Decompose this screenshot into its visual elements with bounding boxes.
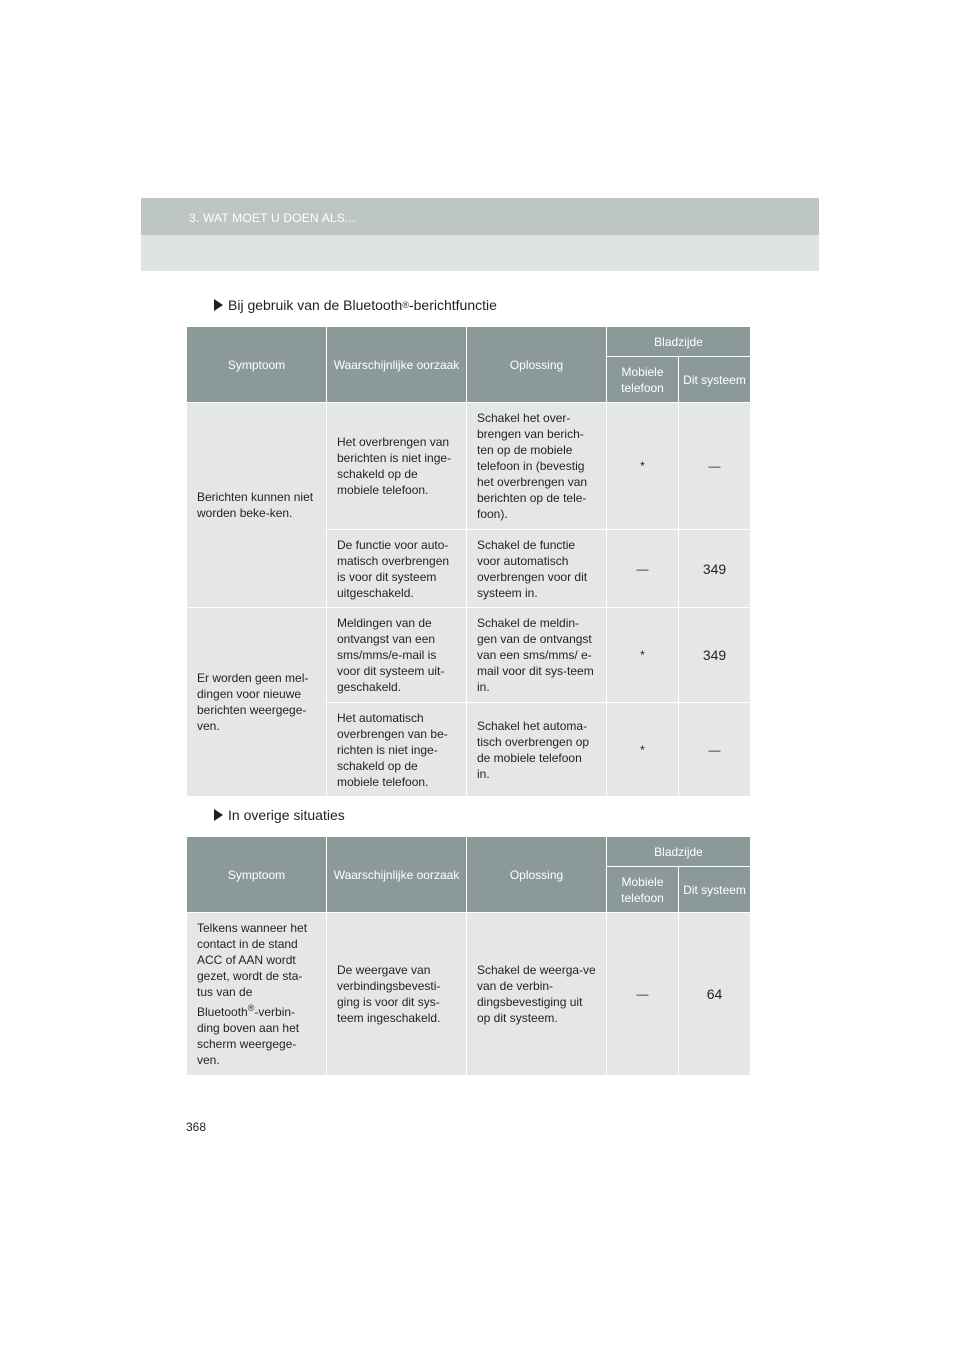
phone-page-cell: * [607,703,679,797]
header-strip [141,198,819,235]
solution-cell: Schakel de functie voor automatisch overbrengen voor dit systeem in. [467,530,607,608]
section2-title [214,807,345,823]
system-page-cell: — [679,403,751,530]
cause-cell: Meldingen van de ontvangst van een sms/mms/e-mail is voor dit systeem uit-geschakeld. [327,608,467,703]
registered-mark: ® [402,300,409,310]
cause-cell: Het automatisch overbrengen van be-richten is niet inge-schakeld op de mobiele telefoon. [327,703,467,797]
section1-title-prefix: Bij gebruik van de Bluetooth [228,297,403,313]
table-row [187,403,751,530]
symptom-cell: Er worden geen mel-dingen voor nieuwe berichten weergege-ven. [187,608,327,797]
header-system: Dit systeem [679,867,751,913]
troubleshooting-table-other [186,836,751,1076]
solution-cell: Schakel de weerga-ve van de verbin-dingsbevestiging uit op dit systeem. [467,913,607,1076]
cause-cell: De functie voor auto-matisch overbrengen is voor dit systeem uitgeschakeld. [327,530,467,608]
registered-mark: ® [247,1003,255,1013]
solution-cell: Schakel het over-brengen van berich-ten op de mobiele telefoon in (bevestig het overbrengen van berichten op de tele-foon). [467,403,607,530]
section1-title [214,297,497,313]
header-system: Dit systeem [679,357,751,403]
solution-cell: Schakel de meldin-gen van de ontvangst van een sms/mms/ e-mail voor dit sys-teem in. [467,608,607,703]
section-heading: 3. WAT MOET U DOEN ALS... [189,211,356,225]
symptom-cell [187,913,327,1076]
phone-page-cell: * [607,403,679,530]
header-page: Bladzijde [607,327,751,357]
header-symptom: Symptoom [187,837,327,913]
arrow-right-icon [214,299,223,311]
header-solution: Oplossing [467,327,607,403]
solution-cell: Schakel het automa-tisch overbrengen op de mobiele telefoon in. [467,703,607,797]
system-page-cell: 349 [679,608,751,703]
header-solution: Oplossing [467,837,607,913]
table-row [187,913,751,1076]
header-phone: Mobiele telefoon [607,357,679,403]
header-phone: Mobiele telefoon [607,867,679,913]
phone-page-cell: — [607,913,679,1076]
cause-cell: De weergave van verbindingsbevesti-ging is voor dit sys-teem ingeschakeld. [327,913,467,1076]
phone-page-cell: * [607,608,679,703]
header-page: Bladzijde [607,837,751,867]
symptom-text-prefix: Telkens wanneer het contact in de stand ACC of AAN wordt gezet, wordt de sta-tus van de Bluetooth [197,921,308,1019]
header-symptom: Symptoom [187,327,327,403]
symptom-cell: Berichten kunnen niet worden beke-ken. [187,403,327,608]
page-number: 368 [186,1120,207,1134]
cause-cell: Het overbrengen van berichten is niet inge-schakeld op de mobiele telefoon. [327,403,467,530]
table-row [187,608,751,703]
system-page-cell: 349 [679,530,751,608]
system-page-cell: 64 [679,913,751,1076]
troubleshooting-table-messages [186,326,751,797]
section2-title-text: In overige situaties [228,807,345,823]
header-cause: Waarschijnlijke oorzaak [327,837,467,913]
symptom-text-suffix: -verbin-ding boven aan het scherm weergege-ven. [197,1005,300,1067]
section1-title-suffix: -berichtfunctie [408,297,497,313]
header-cause: Waarschijnlijke oorzaak [327,327,467,403]
header-band [141,198,819,271]
system-page-cell: — [679,703,751,797]
phone-page-cell: — [607,530,679,608]
arrow-right-icon [214,809,223,821]
